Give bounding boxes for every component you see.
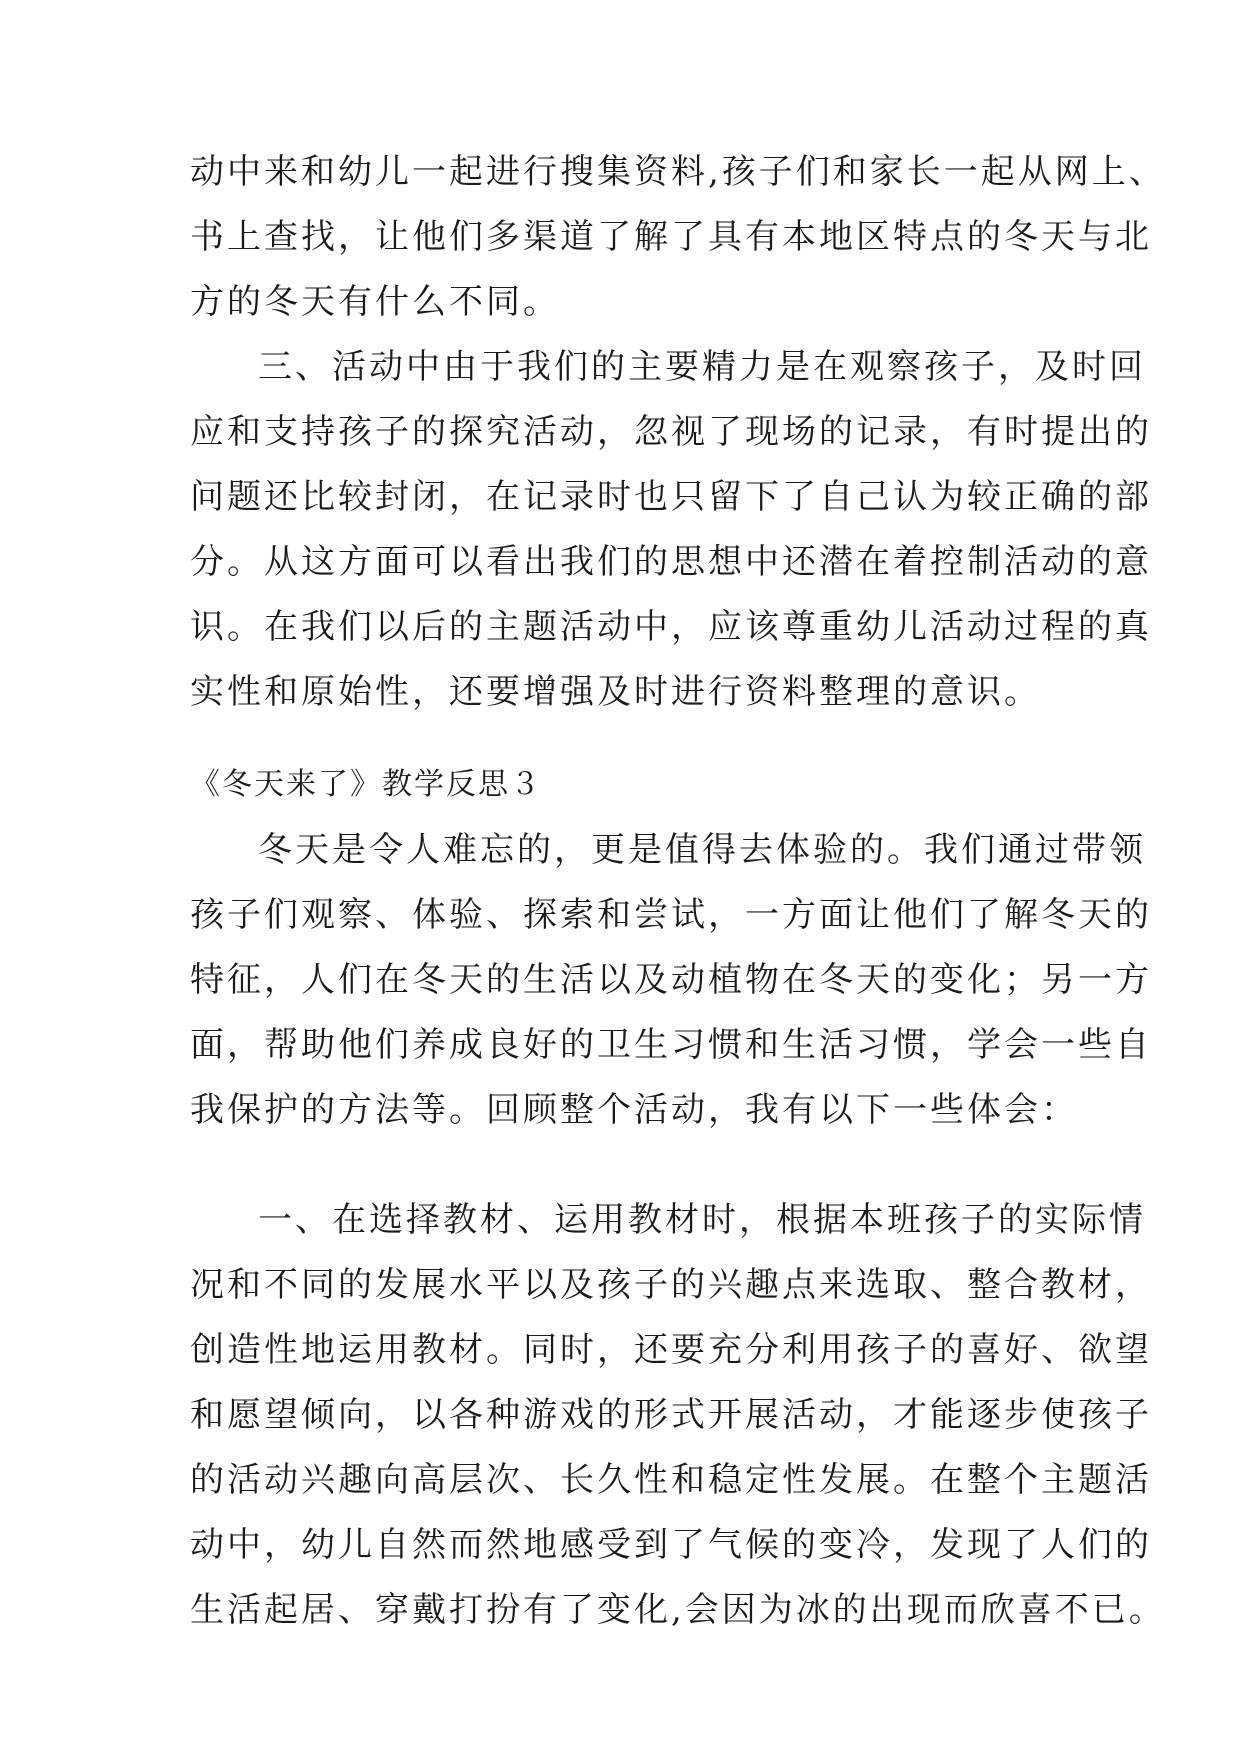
text-line: 三、活动中由于我们的主要精力是在观察孩子，及时回 (258, 347, 1146, 387)
text-line: 我保护的方法等。回顾整个活动，我有以下一些体会： (190, 1090, 1078, 1130)
text-line: 动中，幼儿自然而然地感受到了气候的变冷，发现了人们的 (190, 1525, 1152, 1565)
text-line: 生活起居、穿戴打扮有了变化,会因为冰的出现而欣喜不已。 (190, 1590, 1166, 1630)
text-line: 面，帮助他们养成良好的卫生习惯和生活习惯，学会一些自 (190, 1025, 1152, 1065)
text-line: 动中来和幼儿一起进行搜集资料,孩子们和家长一起从网上、 (190, 152, 1166, 192)
text-line: 实性和原始性，还要增强及时进行资料整理的意识。 (190, 672, 1041, 712)
text-line: 方的冬天有什么不同。 (190, 282, 560, 322)
text-line: 应和支持孩子的探究活动，忽视了现场的记录，有时提出的 (190, 412, 1152, 452)
text-line: 分。从这方面可以看出我们的思想中还潜在着控制活动的意 (190, 542, 1152, 582)
text-line: 和愿望倾向，以各种游戏的形式开展活动，才能逐步使孩子 (190, 1395, 1152, 1435)
text-line: 书上查找，让他们多渠道了解了具有本地区特点的冬天与北 (190, 217, 1152, 257)
text-line: 况和不同的发展水平以及孩子的兴趣点来选取、整合教材， (190, 1265, 1152, 1305)
text-line: 一、在选择教材、运用教材时，根据本班孩子的实际情 (258, 1200, 1146, 1240)
text-line: 识。在我们以后的主题活动中，应该尊重幼儿活动过程的真 (190, 607, 1152, 647)
text-line: 创造性地运用教材。同时，还要充分利用孩子的喜好、欲望 (190, 1330, 1152, 1370)
text-line: 特征，人们在冬天的生活以及动植物在冬天的变化；另一方 (190, 960, 1152, 1000)
section-heading: 《冬天来了》教学反思３ (190, 767, 542, 802)
text-line: 孩子们观察、体验、探索和尝试，一方面让他们了解冬天的 (190, 895, 1152, 935)
text-line: 的活动兴趣向高层次、长久性和稳定性发展。在整个主题活 (190, 1460, 1152, 1500)
text-line: 问题还比较封闭，在记录时也只留下了自己认为较正确的部 (190, 477, 1152, 517)
text-line: 冬天是令人难忘的，更是值得去体验的。我们通过带领 (258, 830, 1146, 870)
